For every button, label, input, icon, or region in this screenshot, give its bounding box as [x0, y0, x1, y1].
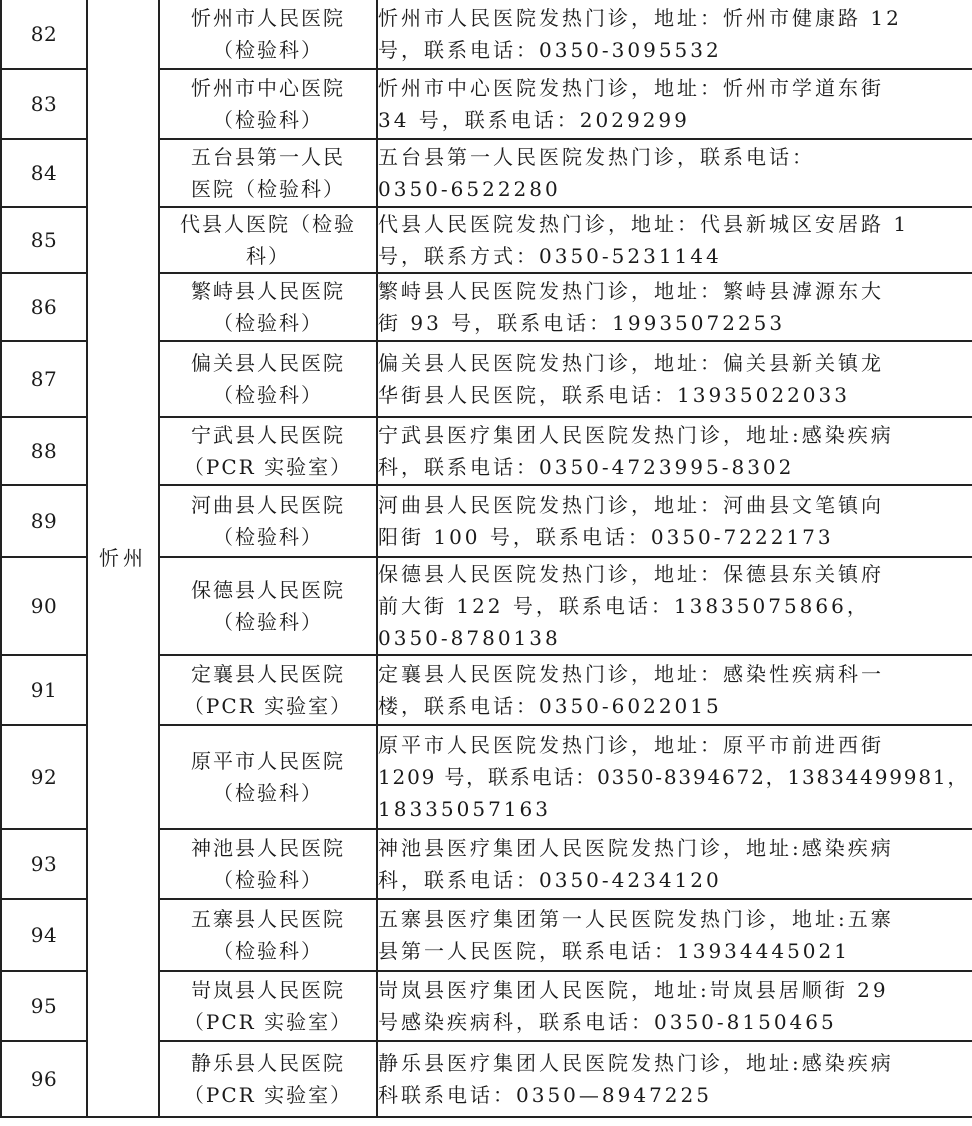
clinic-info-cell	[377, 899, 972, 971]
clinic-info-line: 楼，联系电话：0350-6022015	[378, 694, 722, 718]
hospital-name-line: （检验科）	[213, 939, 323, 963]
row-number: 95	[1, 971, 87, 1041]
clinic-info-line: 河曲县人民医院发热门诊，地址：河曲县文笔镇向	[378, 493, 884, 517]
hospital-name-line: （检验科）	[213, 525, 323, 549]
clinic-info-line: 号，联系方式：0350-5231144	[378, 244, 722, 268]
clinic-info-line: 岢岚县医疗集团人民医院，地址:岢岚县居顺街 29	[378, 978, 889, 1002]
row-number: 91	[1, 655, 87, 725]
hospital-name-cell	[159, 273, 377, 341]
clinic-info-line: 繁峙县人民医院发热门诊，地址：繁峙县滹源东大	[378, 279, 884, 303]
hospital-name-cell	[159, 139, 377, 207]
row-number: 83	[1, 69, 87, 139]
clinic-info-cell	[377, 725, 972, 829]
hospital-name-cell	[159, 1041, 377, 1117]
hospital-name-cell	[159, 485, 377, 557]
hospital-name-line: （PCR 实验室）	[183, 455, 353, 479]
hospital-name-cell	[159, 0, 377, 69]
clinic-info-line: 号感染疾病科，联系电话：0350-8150465	[378, 1010, 837, 1034]
clinic-info-cell	[377, 273, 972, 341]
hospital-name-line: （检验科）	[213, 781, 323, 805]
hospital-name-line: （检验科）	[213, 311, 323, 335]
clinic-info-cell	[377, 485, 972, 557]
clinic-info-cell	[377, 971, 972, 1041]
hospital-name-line: 忻州市中心医院	[191, 76, 345, 100]
table-row	[1, 0, 972, 69]
hospital-name-line: 神池县人民医院	[191, 836, 345, 860]
clinic-info-line: 偏关县人民医院发热门诊，地址：偏关县新关镇龙	[378, 351, 884, 375]
clinic-info-line: 科，联系电话：0350-4234120	[378, 868, 722, 892]
row-number: 92	[1, 725, 87, 829]
hospital-name-cell	[159, 69, 377, 139]
hospital-name-cell	[159, 417, 377, 485]
hospital-name-line: （检验科）	[213, 610, 323, 634]
hospital-name-cell	[159, 829, 377, 899]
hospital-name-line: 医院（检验科）	[191, 177, 345, 201]
hospital-name-line: （PCR 实验室）	[183, 694, 353, 718]
hospital-name-line: （检验科）	[213, 108, 323, 132]
city-cell: 忻州	[87, 0, 159, 1117]
clinic-info-line: 原平市人民医院发热门诊，地址：原平市前进西街	[378, 733, 884, 757]
clinic-info-cell	[377, 341, 972, 417]
row-number: 93	[1, 829, 87, 899]
clinic-info-cell	[377, 139, 972, 207]
clinic-info-line: 忻州市中心医院发热门诊，地址：忻州市学道东街	[378, 76, 884, 100]
hospital-name-line: （检验科）	[213, 868, 323, 892]
clinic-info-line: 0350-6522280	[378, 177, 561, 201]
clinic-info-cell	[377, 1041, 972, 1117]
clinic-info-line: 保德县人民医院发热门诊，地址：保德县东关镇府	[378, 562, 884, 586]
clinic-info-cell	[377, 207, 972, 273]
hospital-name-cell	[159, 341, 377, 417]
clinic-info-line: 科联系电话：0350—8947225	[378, 1083, 712, 1107]
hospital-name-cell	[159, 899, 377, 971]
hospital-name-line: 河曲县人民医院	[191, 493, 345, 517]
hospital-name-line: 岢岚县人民医院	[191, 978, 345, 1002]
clinic-info-line: 号，联系电话：0350-3095532	[378, 38, 722, 62]
row-number: 87	[1, 341, 87, 417]
clinic-info-line: 忻州市人民医院发热门诊，地址：忻州市健康路 12	[378, 6, 902, 30]
hospital-name-line: 静乐县人民医院	[191, 1051, 345, 1075]
clinic-info-line: 0350-8780138	[378, 626, 561, 650]
hospital-name-cell	[159, 971, 377, 1041]
clinic-info-cell	[377, 655, 972, 725]
clinic-info-line: 1209 号，联系电话：0350-8394672，13834499981，	[378, 765, 970, 789]
clinic-info-line: 定襄县人民医院发热门诊，地址：感染性疾病科一	[378, 662, 884, 686]
row-number: 86	[1, 273, 87, 341]
clinic-info-line: 五台县第一人民医院发热门诊，联系电话：	[378, 145, 815, 169]
clinic-info-line: 科，联系电话：0350-4723995-8302	[378, 455, 795, 479]
clinic-info-line: 县第一人民医院，联系电话：13934445021	[378, 939, 850, 963]
row-number: 88	[1, 417, 87, 485]
hospital-name-line: 五台县第一人民	[191, 145, 345, 169]
clinic-info-line: 华街县人民医院，联系电话：13935022033	[378, 383, 850, 407]
hospital-name-line: 原平市人民医院	[191, 749, 345, 773]
hospital-name-line: 繁峙县人民医院	[191, 279, 345, 303]
clinic-info-cell	[377, 557, 972, 655]
hospital-name-line: 忻州市人民医院	[191, 6, 345, 30]
clinic-info-line: 街 93 号，联系电话：19935072253	[378, 311, 786, 335]
row-number: 90	[1, 557, 87, 655]
row-number: 84	[1, 139, 87, 207]
hospital-name-cell	[159, 557, 377, 655]
clinic-info-line: 代县人民医院发热门诊，地址：代县新城区安居路 1	[378, 212, 910, 236]
row-number: 94	[1, 899, 87, 971]
hospital-name-line: 保德县人民医院	[191, 578, 345, 602]
hospital-name-line: 宁武县人民医院	[191, 423, 345, 447]
clinic-info-line: 前大街 122 号，联系电话：13835075866，	[378, 594, 870, 618]
clinic-info-cell	[377, 829, 972, 899]
hospital-name-line: （检验科）	[213, 383, 323, 407]
hospital-name-line: 定襄县人民医院	[191, 662, 345, 686]
hospital-name-cell	[159, 207, 377, 273]
row-number: 85	[1, 207, 87, 273]
row-number: 82	[1, 0, 87, 69]
clinic-info-line: 阳街 100 号，联系电话：0350-7222173	[378, 525, 834, 549]
clinic-info-line: 34 号，联系电话：2029299	[378, 108, 690, 132]
clinic-info-cell	[377, 69, 972, 139]
row-number: 89	[1, 485, 87, 557]
clinic-info-line: 神池县医疗集团人民医院发热门诊，地址:感染疾病	[378, 836, 894, 860]
clinic-info-cell	[377, 417, 972, 485]
hospital-name-line: （PCR 实验室）	[183, 1010, 353, 1034]
clinic-info-line: 宁武县医疗集团人民医院发热门诊，地址:感染疾病	[378, 423, 894, 447]
hospital-name-line: 代县人医院（检验	[180, 212, 356, 236]
hospital-name-line: （检验科）	[213, 38, 323, 62]
hospital-name-cell	[159, 655, 377, 725]
clinic-info-line: 静乐县医疗集团人民医院发热门诊，地址:感染疾病	[378, 1051, 894, 1075]
hospital-name-line: （PCR 实验室）	[183, 1083, 353, 1107]
clinic-info-line: 五寨县医疗集团第一人民医院发热门诊，地址:五寨	[378, 907, 894, 931]
row-number: 96	[1, 1041, 87, 1117]
clinic-info-cell	[377, 0, 972, 69]
hospital-name-line: 科）	[246, 244, 290, 268]
hospital-table-body	[1, 0, 972, 1117]
clinic-info-line: 18335057163	[378, 797, 551, 821]
hospital-name-line: 五寨县人民医院	[191, 907, 345, 931]
hospital-name-line: 偏关县人民医院	[191, 351, 345, 375]
hospital-name-cell	[159, 725, 377, 829]
